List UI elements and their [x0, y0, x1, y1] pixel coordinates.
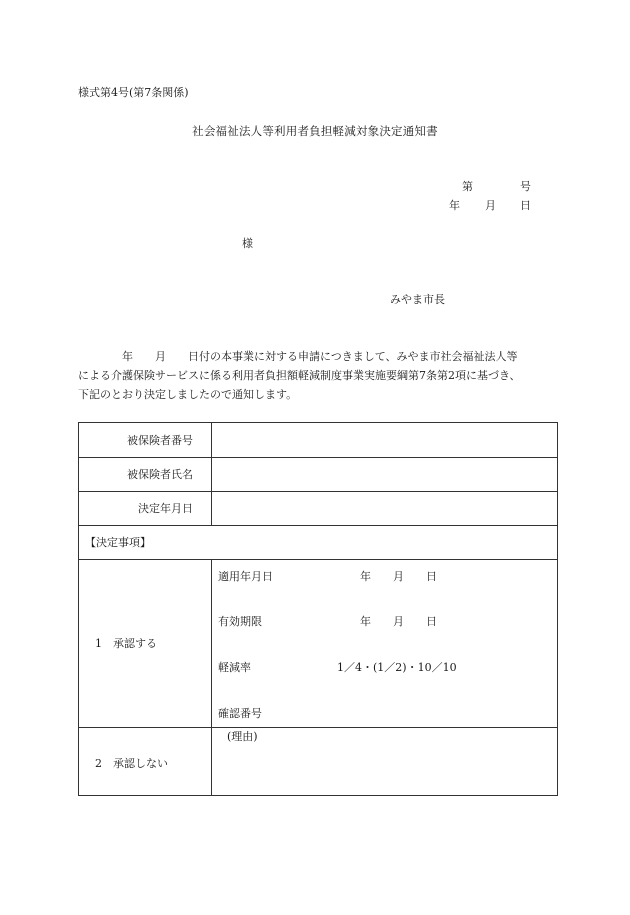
body-line-1: 年 月 日付の本事業に対する申請につきまして、みやま市社会福祉法人等	[78, 350, 518, 363]
decision-date-label: 決定年月日	[138, 502, 193, 515]
form-number: 様式第4号(第7条関係)	[78, 86, 189, 99]
issuer-name: みやま市長	[390, 293, 445, 306]
decision-date-field[interactable]	[212, 492, 557, 524]
body-line-3: 下記のとおり決定しましたので通知します。	[78, 388, 298, 401]
decision-form-table	[78, 422, 558, 796]
confirmation-number-label: 確認番号	[218, 707, 262, 720]
insured-name-label: 被保険者氏名	[127, 468, 193, 481]
decision-items-label: 【決定事項】	[85, 536, 151, 549]
disapprove-option: 2 承認しない	[95, 757, 168, 770]
table-divider	[211, 559, 212, 796]
addressee-honorific: 様	[242, 237, 253, 250]
insured-number-field[interactable]	[212, 424, 557, 456]
validity-period-label: 有効期限	[218, 615, 262, 628]
document-number-prefix: 第	[462, 180, 473, 193]
body-line-2: による介護保険サービスに係る利用者負担額軽減制度事業実施要綱第7条第2項に基づき、	[78, 369, 521, 382]
reduction-rate-label: 軽減率	[218, 661, 251, 674]
approve-option: 1 承認する	[95, 637, 157, 650]
issue-date-day: 日	[520, 199, 531, 212]
applicable-date-value: 年 月 日	[360, 570, 437, 583]
reason-label: (理由)	[227, 730, 258, 743]
issue-date-year: 年	[449, 199, 460, 212]
insured-name-field[interactable]	[212, 458, 557, 490]
issue-date-month: 月	[485, 199, 496, 212]
table-rule	[79, 559, 557, 560]
document-number-suffix: 号	[520, 180, 531, 193]
applicable-date-label: 適用年月日	[218, 570, 273, 583]
insured-number-label: 被保険者番号	[127, 434, 193, 447]
table-rule	[79, 525, 557, 526]
reduction-rate-value: 1／4・(1／2)・10／10	[337, 661, 457, 674]
table-rule	[79, 727, 557, 728]
validity-period-value: 年 月 日	[360, 615, 437, 628]
document-title: 社会福祉法人等利用者負担軽減対象決定通知書	[192, 124, 438, 138]
